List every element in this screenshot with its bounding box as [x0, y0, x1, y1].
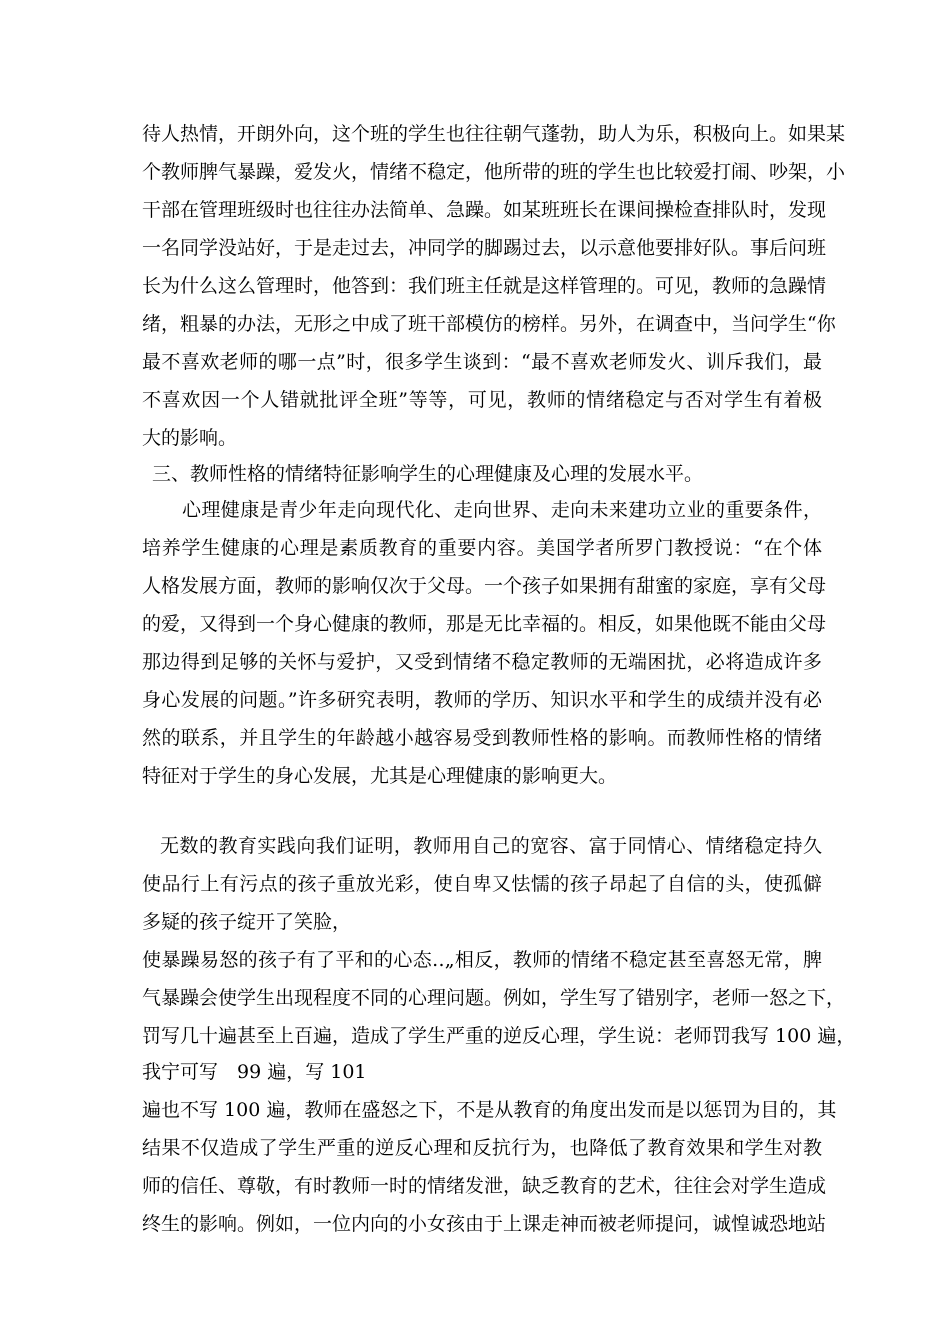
text-line-26: 遍也不写 100 遍，教师在盛怒之下，不是从教育的角度出发而是以惩罚为目的，其 [142, 1099, 837, 1121]
text-line-19: 无数的教育实践向我们证明，教师用自己的宽容、富于同情心、情绪稳定持久 [160, 835, 822, 857]
text-line-21: 多疑的孩子绽开了笑脸， [142, 911, 352, 933]
text-line-3: 干部在管理班级时也往往办法简单、急躁。如某班班长在课间操检查排队时，发现 [142, 199, 827, 221]
text-line-28: 师的信任、尊敬，有时教师一时的情绪发泄，缺乏教育的艺术，往往会对学生造成 [142, 1175, 827, 1197]
text-line-22: 使暴躁易怒的孩子有了平和的心态‥„相反，教师的情绪不稳定甚至喜怒无常，脾 [142, 949, 822, 971]
text-line-4: 一名同学没站好，于是走过去，冲同学的脚踢过去，以示意他要排好队。事后问班 [142, 237, 827, 259]
text-line-20: 使品行上有污点的孩子重放光彩，使自卑又怯懦的孩子昂起了自信的头，使孤僻 [142, 873, 822, 895]
text-line-2: 个教师脾气暴躁，爱发火，情绪不稳定，他所带的班的学生也比较爱打闹、吵架，小 [142, 161, 846, 183]
text-line-11: 心理健康是青少年走向现代化、走向世界、走向未来建功立业的重要条件， [182, 499, 822, 521]
text-line-27: 结果不仅造成了学生严重的逆反心理和反抗行为，也降低了教育效果和学生对教 [142, 1137, 822, 1159]
text-line-17: 然的联系，并且学生的年龄越小越容易受到教师性格的影响。而教师性格的情绪 [142, 727, 822, 749]
text-line-9: 大的影响。 [142, 427, 238, 449]
section-heading: 三、教师性格的情绪特征影响学生的心理健康及心理的发展水平。 [152, 463, 704, 485]
text-line-7: 最不喜欢老师的哪一点”时，很多学生谈到：“最不喜欢老师发火、训斥我们，最 [142, 351, 822, 373]
text-line-14: 的爱，又得到一个身心健康的教师，那是无比幸福的。相反，如果他既不能由父母 [142, 613, 827, 635]
text-line-8: 不喜欢因一个人错就批评全班”等等，可见，教师的情绪稳定与否对学生有着极 [142, 389, 822, 411]
text-line-15: 那边得到足够的关怀与爱护，又受到情绪不稳定教师的无端困扰，必将造成许多 [142, 651, 822, 673]
text-line-18: 特征对于学生的身心发展，尤其是心理健康的影响更大。 [142, 765, 618, 787]
text-line-1: 待人热情，开朗外向，这个班的学生也往往朝气蓬勃，助人为乐，积极向上。如果某 [142, 123, 846, 145]
text-line-12: 培养学生健康的心理是素质教育的重要内容。美国学者所罗门教授说：“在个体 [142, 537, 822, 559]
text-line-16: 身心发展的问题。”许多研究表明，教师的学历、知识水平和学生的成绩并没有必 [142, 689, 822, 711]
text-line-24: 罚写几十遍甚至上百遍，造成了学生严重的逆反心理，学生说：老师罚我写 100 遍， [142, 1025, 856, 1047]
text-line-23: 气暴躁会使学生出现程度不同的心理问题。例如，学生写了错别字，老师一怒之下， [142, 987, 846, 1009]
text-line-29: 终生的影响。例如，一位内向的小女孩由于上课走神而被老师提问，诚惶诚恐地站 [142, 1213, 827, 1235]
text-line-5: 长为什么这么管理时，他答到：我们班主任就是这样管理的。可见，教师的急躁情 [142, 275, 827, 297]
text-line-25: 我宁可写 99 遍，写 101 [142, 1061, 367, 1083]
text-line-6: 绪，粗暴的办法，无形之中成了班干部模仿的榜样。另外，在调查中，当问学生“你 [142, 313, 836, 335]
text-line-13: 人格发展方面，教师的影响仅次于父母。一个孩子如果拥有甜蜜的家庭，享有父母 [142, 575, 827, 597]
